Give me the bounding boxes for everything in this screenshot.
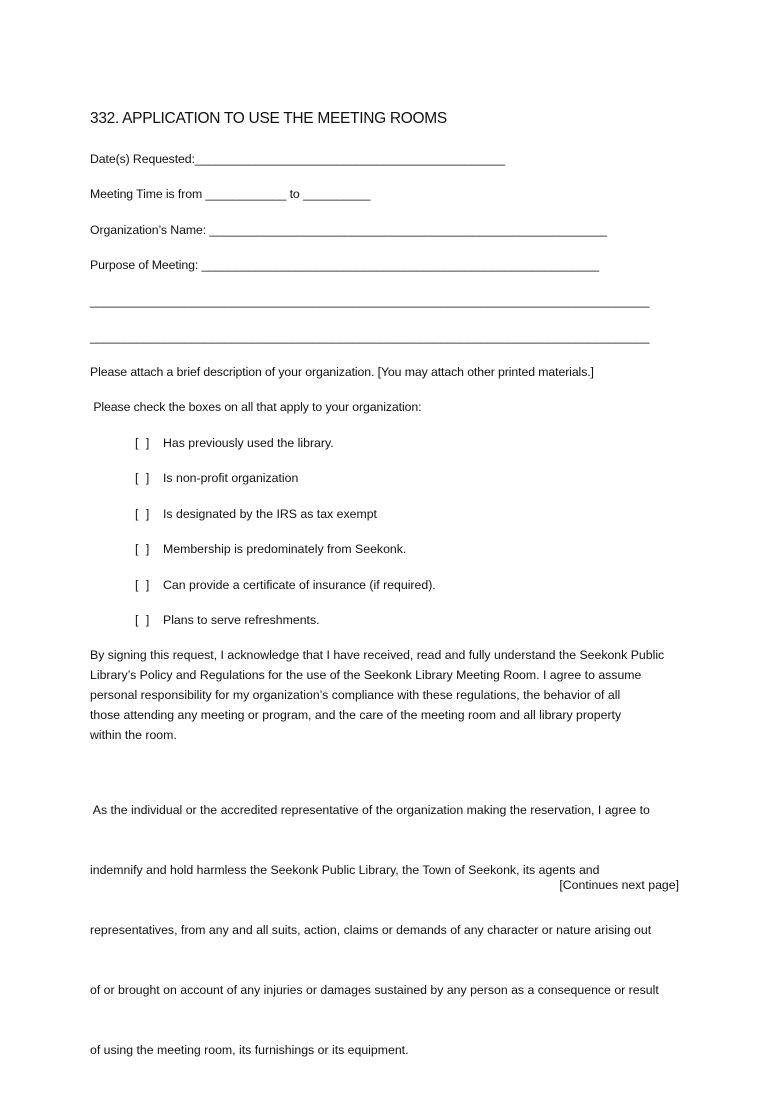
checkbox-item[interactable] xyxy=(135,542,406,556)
purpose-continuation-line-2[interactable]: ___________________________________________________________________________________ xyxy=(90,330,650,344)
indemnity-paragraph xyxy=(90,760,690,1100)
meeting-time-field[interactable]: Meeting Time is from ____________ to __________ xyxy=(90,187,371,201)
organization-name-field[interactable]: Organization’s Name: ___________________________________________________________ xyxy=(90,223,607,237)
checkbox-item[interactable] xyxy=(135,436,334,450)
dates-requested-field[interactable]: Date(s) Requested:______________________________________________ xyxy=(90,152,505,166)
checkbox-item[interactable] xyxy=(135,613,320,627)
checkbox-label: Has previously used the library. xyxy=(163,436,334,450)
paragraph-line: representatives, from any and all suits, action, claims or demands of any character or nature arising out xyxy=(90,923,652,937)
checkbox[interactable]: [ ] xyxy=(135,578,152,592)
paragraph-line: indemnify and hold harmless the Seekonk Public Library, the Town of Seekonk, its agents and xyxy=(90,863,600,877)
checkbox[interactable]: [ ] xyxy=(135,507,152,521)
attach-description-note: Please attach a brief description of your organization. [You may attach other printed materials.] xyxy=(90,365,594,379)
paragraph-line: Library’s Policy and Regulations for the use of the Seekonk Library Meeting Room. I agree to assume xyxy=(90,668,642,682)
paragraph-line: As the individual or the accredited representative of the organization making the reservation, I agree to xyxy=(90,803,650,817)
checkbox-item[interactable] xyxy=(135,507,377,521)
checkbox-label: Is designated by the IRS as tax exempt xyxy=(163,507,377,521)
checkbox-label: Is non-profit organization xyxy=(163,471,299,485)
acknowledgement-paragraph xyxy=(90,645,690,745)
checkbox[interactable]: [ ] xyxy=(135,471,152,485)
checkbox-label: Membership is predominately from Seekonk. xyxy=(163,542,407,556)
checkbox[interactable]: [ ] xyxy=(135,613,152,627)
checkbox[interactable]: [ ] xyxy=(135,542,152,556)
checkbox-item[interactable] xyxy=(135,471,298,485)
paragraph-line: of using the meeting room, its furnishings or its equipment. xyxy=(90,1043,409,1057)
purpose-of-meeting-field[interactable]: Purpose of Meeting: ___________________________________________________________ xyxy=(90,258,600,272)
paragraph-line: personal responsibility for my organization’s compliance with these regulations, the behavior of all xyxy=(90,688,621,702)
checkbox-instructions: Please check the boxes on all that apply to your organization: xyxy=(90,400,422,414)
checkbox[interactable]: [ ] xyxy=(135,436,152,450)
page-title: 332. APPLICATION TO USE THE MEETING ROOMS xyxy=(90,110,447,127)
checkbox-label: Plans to serve refreshments. xyxy=(163,613,320,627)
paragraph-line: of or brought on account of any injuries or damages sustained by any person as a consequence or result xyxy=(90,983,659,997)
purpose-continuation-line-1[interactable]: ___________________________________________________________________________________ xyxy=(90,294,650,308)
paragraph-line: By signing this request, I acknowledge that I have received, read and fully understand the Seekonk Public xyxy=(90,648,665,662)
checkbox-label: Can provide a certificate of insurance (if required). xyxy=(163,578,436,592)
paragraph-line: those attending any meeting or program, and the care of the meeting room and all library property xyxy=(90,708,622,722)
continues-next-page-note: [Continues next page] xyxy=(559,878,679,892)
checkbox-item[interactable] xyxy=(135,578,436,592)
paragraph-line: within the room. xyxy=(90,728,177,742)
